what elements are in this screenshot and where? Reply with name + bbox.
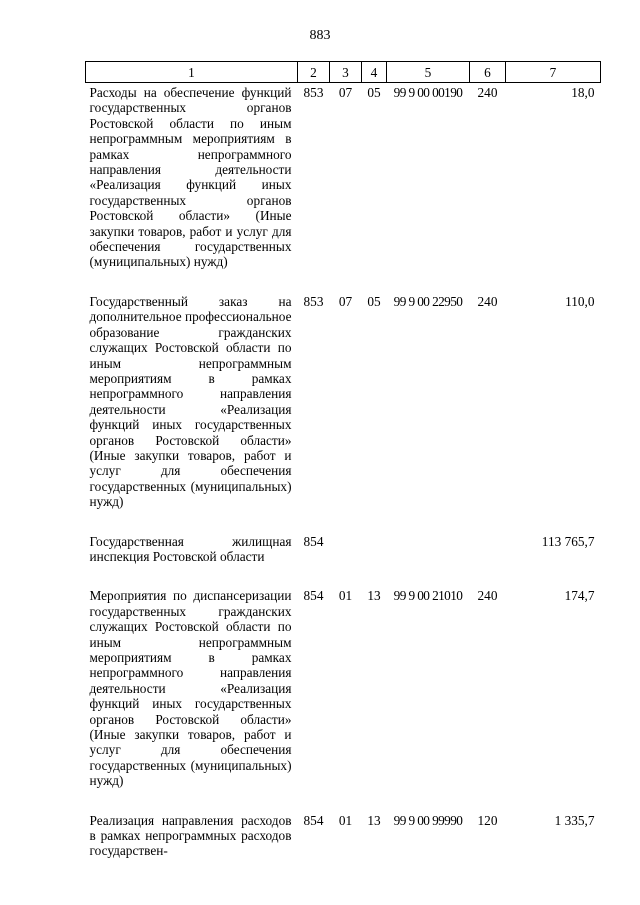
row-target-article: 99 9 00 99990 [393, 812, 463, 828]
table-row [86, 586, 601, 810]
row-description: Мероприятия по диспансеризации государственных гражданских служащих Ростовской области по иным непрограммным мероприятиям в рамках непрограммного направления деятельности «Реализация функций иных государственных органов Ростовской области» (Иные закупки товаров, работ и услуг для обеспечения государственных (муниципальных) нужд) [89, 588, 292, 789]
row-subsection-code: 05 [367, 293, 381, 309]
row-section-code: 07 [338, 293, 353, 309]
row-description: Государственная жилищная инспекция Ростовской области [89, 533, 292, 564]
row-subsection-code: 05 [367, 85, 381, 100]
column-header-7: 7 [506, 62, 601, 83]
row-expense-type: 120 [477, 812, 498, 828]
column-header-5: 5 [387, 62, 470, 83]
table-row [86, 83, 601, 292]
row-ministry-code: 854 [303, 812, 324, 828]
row-description: Реализация направления расходов в рамках непрограммных расходов государствен- [89, 812, 292, 859]
row-amount: 1 335,7 [554, 812, 595, 828]
row-expense-type: 240 [477, 293, 498, 309]
table-row [86, 811, 601, 859]
table-row [86, 292, 601, 532]
row-section-code: 07 [338, 85, 353, 100]
column-header-2: 2 [298, 62, 330, 83]
row-amount: 113 765,7 [541, 533, 595, 549]
table-header-row [86, 62, 601, 83]
column-header-3: 3 [330, 62, 362, 83]
row-ministry-code: 853 [303, 293, 324, 309]
row-ministry-code: 854 [303, 588, 324, 604]
row-description: Государственный заказ на дополнительное профессиональное образование гражданских служащих Ростовской области по иным непрограммным мероприятиям в рамках непрограммного направления деятельности «Реализация функций иных государственных органов Ростовской области» (Иные закупки товаров, работ и услуг для обеспечения государственных (муниципальных) нужд) [89, 293, 292, 510]
row-target-article: 99 9 00 00190 [393, 85, 463, 100]
column-header-4: 4 [362, 62, 387, 83]
row-subsection-code [362, 532, 387, 587]
row-section-code: 01 [338, 588, 353, 604]
row-target-article [387, 532, 470, 587]
column-header-1: 1 [86, 62, 298, 83]
column-header-6: 6 [470, 62, 506, 83]
row-target-article: 99 9 00 22950 [393, 293, 463, 309]
row-subsection-code: 13 [367, 812, 381, 828]
row-ministry-code: 854 [303, 533, 324, 549]
row-amount: 174,7 [564, 588, 595, 604]
row-ministry-code: 853 [303, 85, 324, 100]
row-expense-type: 240 [477, 85, 498, 100]
row-expense-type: 240 [477, 588, 498, 604]
row-section-code: 01 [338, 812, 353, 828]
row-section-code [330, 532, 362, 587]
row-target-article: 99 9 00 21010 [393, 588, 463, 604]
page-number: 883 [309, 28, 331, 43]
row-amount: 110,0 [565, 293, 595, 309]
row-description: Расходы на обеспечение функций государственных органов Ростовской области по иным непрограммным мероприятиям в рамках непрограммного направления деятельности «Реализация функций иных государственных органов Ростовской области» (Иные закупки товаров, работ и услуг для обеспечения государственных (муниципальных) нужд) [89, 85, 292, 270]
row-subsection-code: 13 [367, 588, 381, 604]
row-amount: 18,0 [571, 85, 595, 100]
budget-table [85, 61, 601, 859]
table-row [86, 532, 601, 587]
row-expense-type [470, 532, 506, 587]
